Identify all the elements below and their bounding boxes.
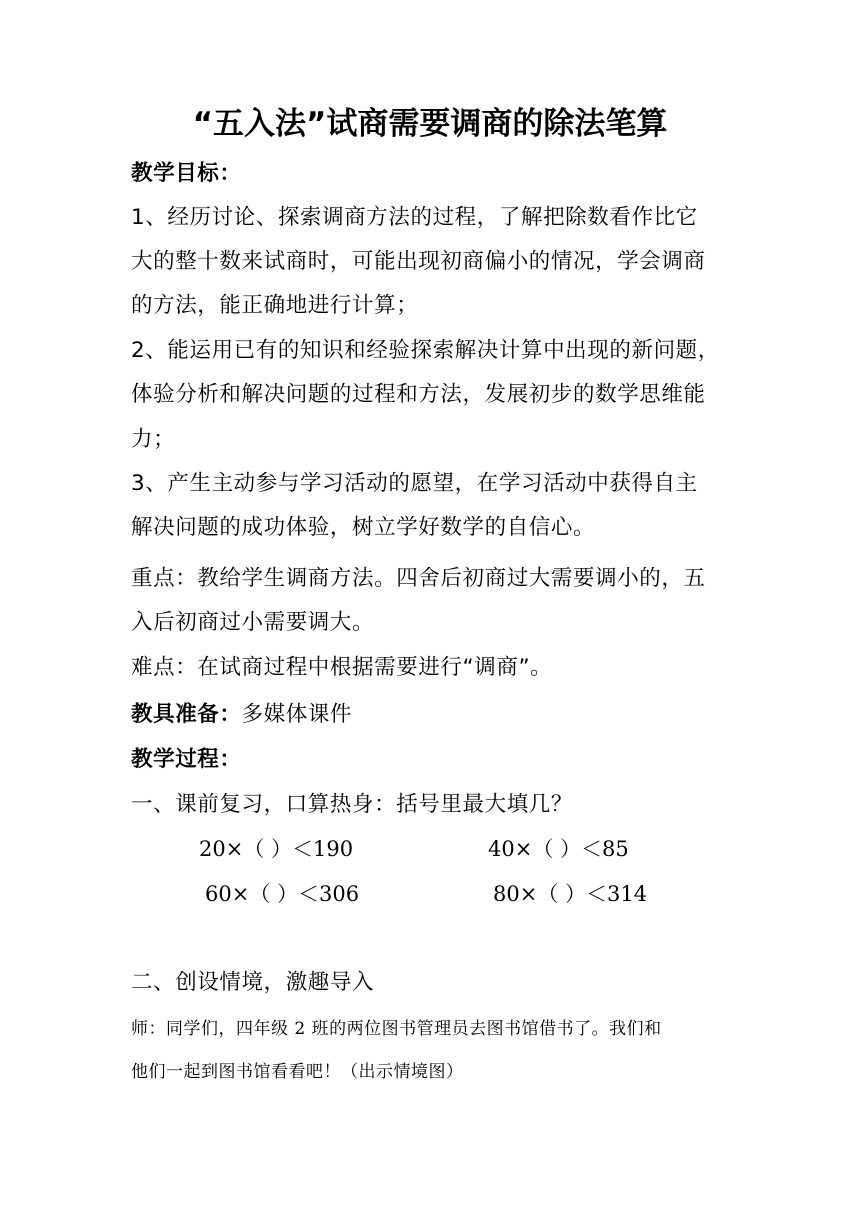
goal1-line3: 的方法，能正确地进行计算； [131,293,419,318]
goal3-line1: 3、产生主动参与学习活动的愿望，在学习活动中获得自主 [131,471,698,496]
key-point-line1: 重点：教给学生调商方法。四舍后初商过大需要调小的，五 [131,566,706,591]
section2-heading: 二、创设情境，激趣导入 [131,970,375,995]
goal1-line1: 1、经历讨论、探索调商方法的过程，了解把除数看作比它 [131,205,698,230]
exercise-4: 80×（ ）＜314 [493,882,648,906]
exercise-2: 40×（ ）＜85 [488,837,629,861]
difficulty-line: 难点：在试商过程中根据需要进行“调商”。 [131,655,553,680]
goal2-line1: 2、能运用已有的知识和经验探索解决计算中出现的新问题， [131,338,720,363]
exercise-3: 60×（ ）＜306 [205,882,360,906]
key-point-line2: 入后初商过小需要调大。 [131,610,375,635]
goals-heading: 教学目标： [131,161,242,186]
process-heading: 教学过程： [131,747,242,772]
exercise-1: 20×（ ）＜190 [199,837,354,861]
goal1-line2: 大的整十数来试商时，可能出现初商偏小的情况，学会调商 [131,249,706,274]
document-title: “五入法”试商需要调商的除法笔算 [192,106,668,142]
teacher-line1: 师：同学们，四年级 2 班的两位图书管理员去图书馆借书了。我们和 [131,1019,662,1039]
tools-value: 多媒体课件 [241,702,353,727]
tools-label: 教具准备： [131,702,242,727]
tools-line [131,700,741,730]
teacher-line2: 他们一起到图书馆看看吧！（出示情境图） [131,1062,464,1082]
section1-heading: 一、课前复习，口算热身：括号里最大填几？ [131,792,574,817]
goal2-line3: 力； [131,427,176,452]
goal2-line2: 体验分析和解决问题的过程和方法，发展初步的数学思维能 [131,382,706,407]
goal3-line2: 解决问题的成功体验，树立学好数学的自信心。 [131,515,596,540]
